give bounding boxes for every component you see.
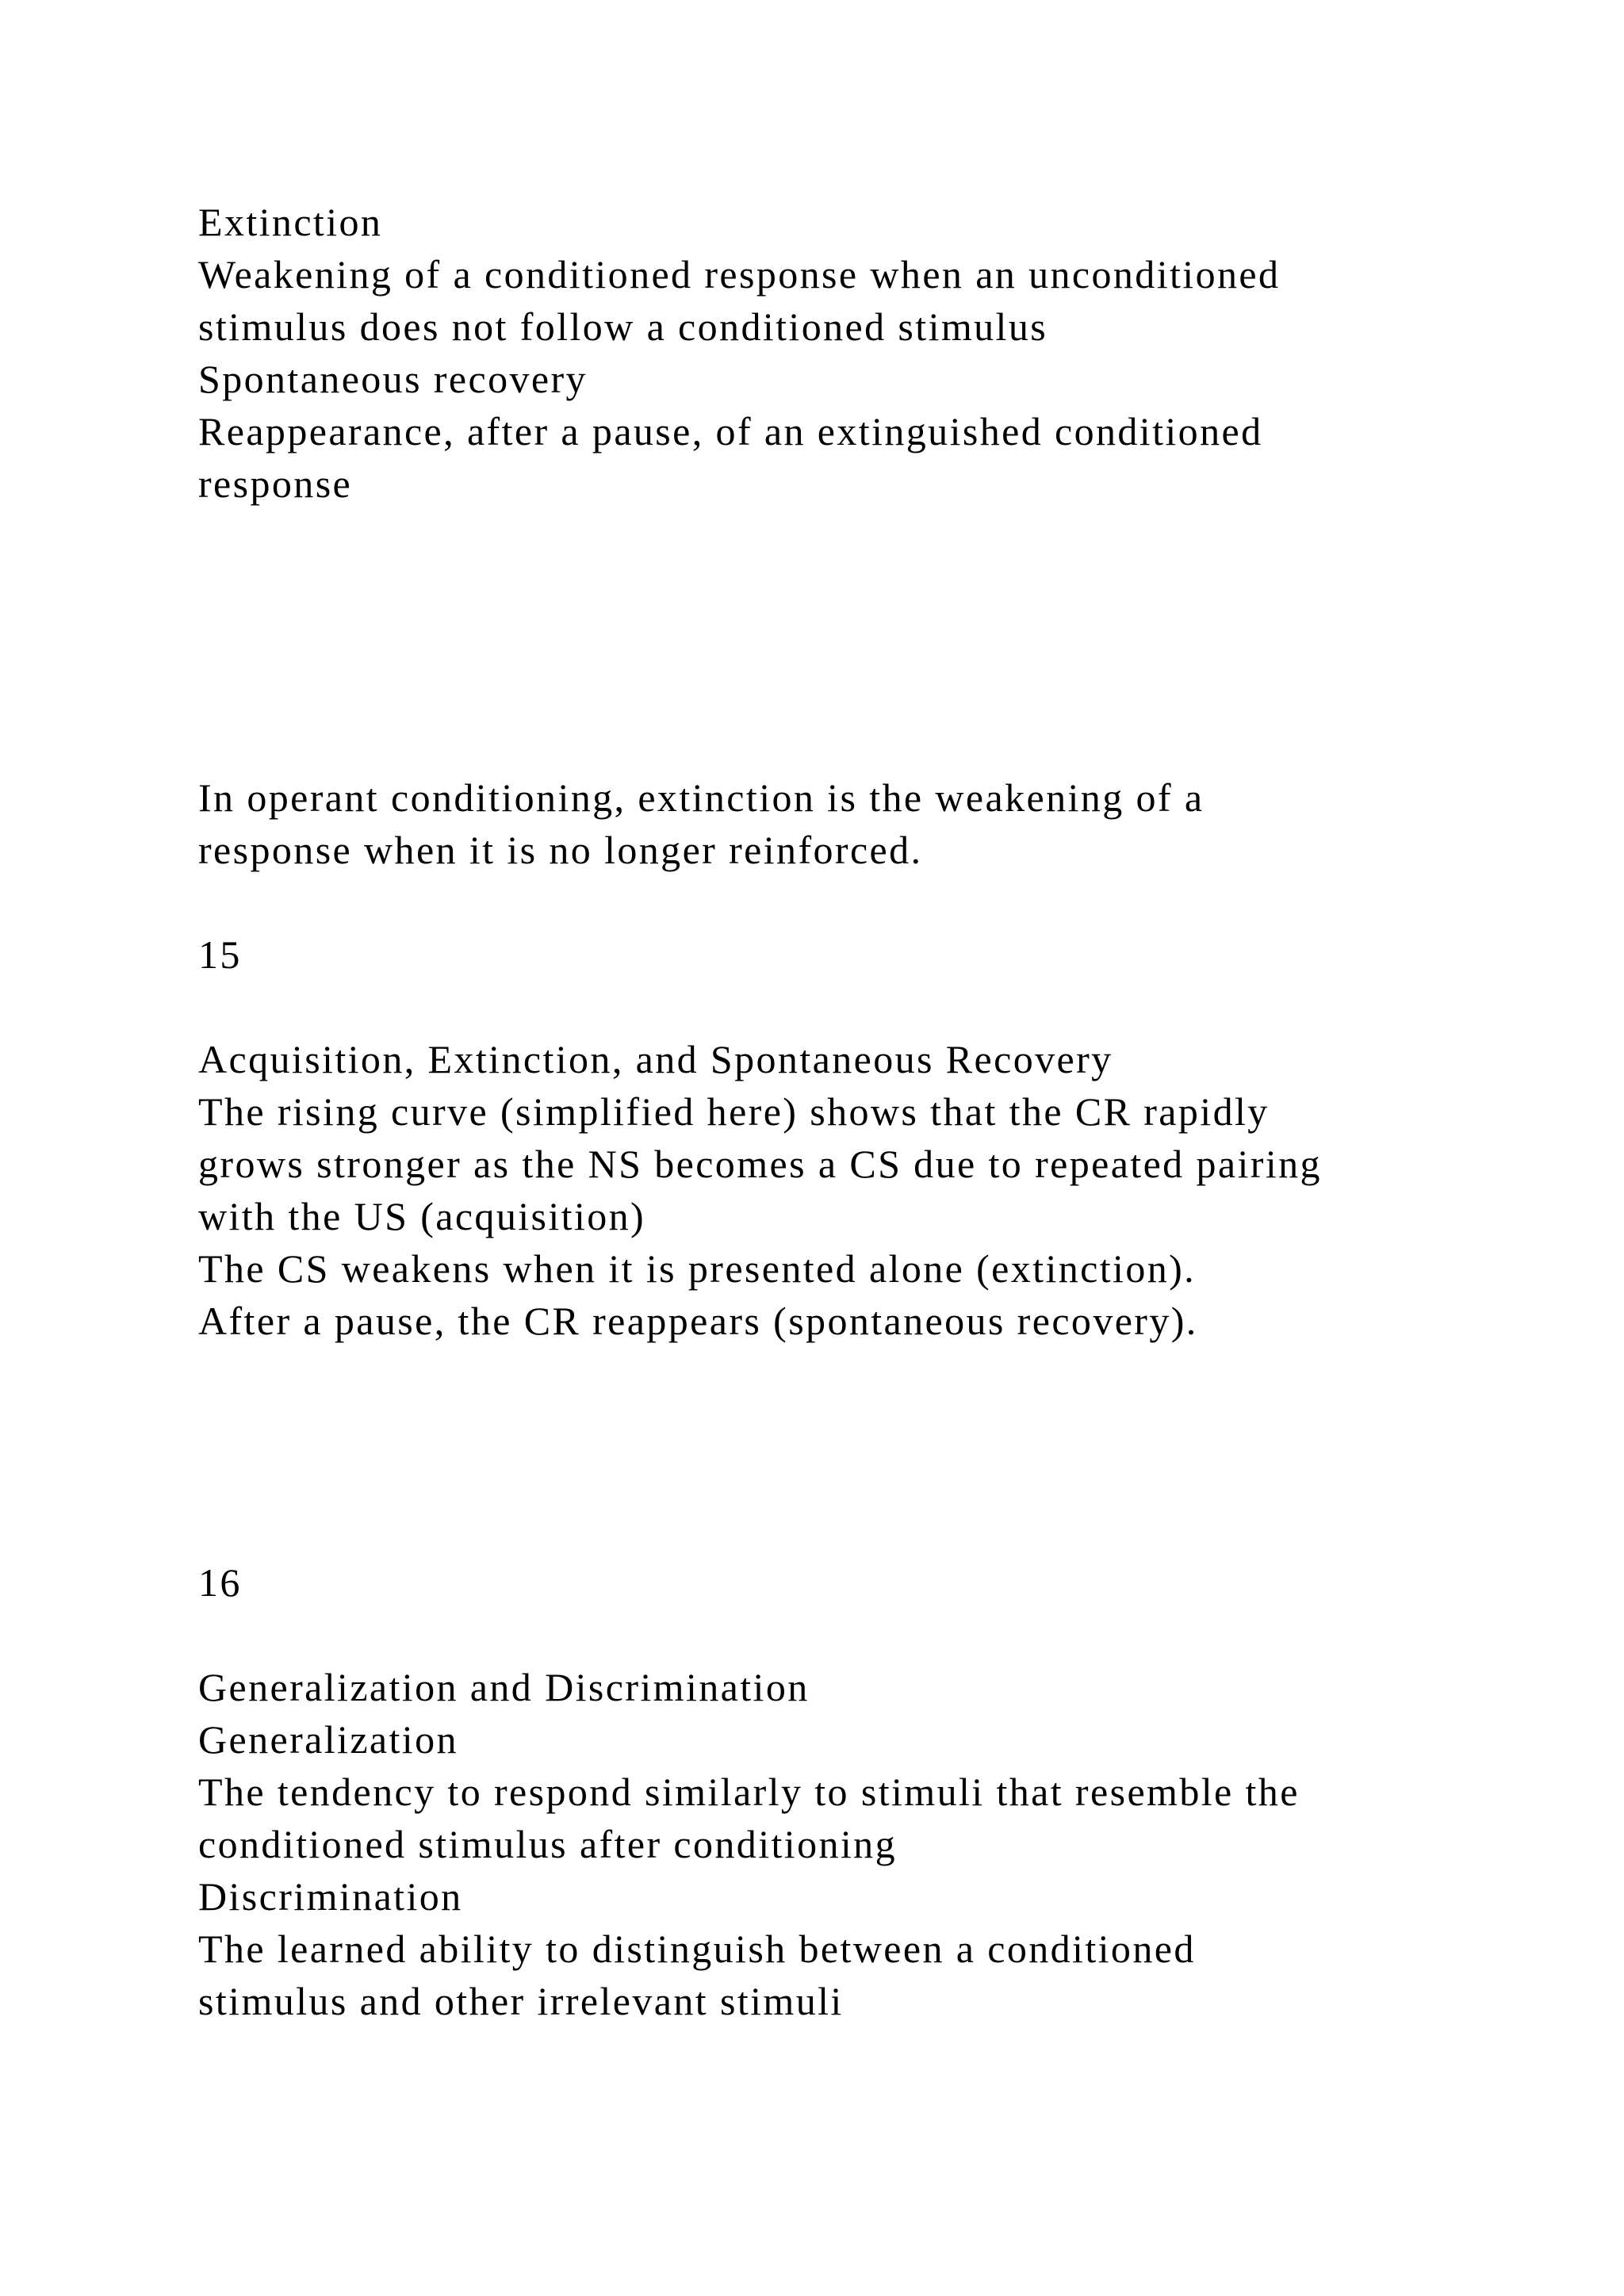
extinction-term: Extinction bbox=[198, 200, 383, 244]
spontaneous-recovery-definition-line-1: Reappearance, after a pause, of an extinguished conditioned bbox=[198, 409, 1263, 453]
generalization-definition-line-1: The tendency to respond similarly to stimuli that resemble the bbox=[198, 1770, 1300, 1814]
generalization-term: Generalization bbox=[198, 1717, 458, 1762]
slide-15-line-3: with the US (acquisition) bbox=[198, 1194, 646, 1238]
slide-15-line-1: The rising curve (simplified here) shows that the CR rapidly bbox=[198, 1089, 1270, 1134]
generalization-definition-line-2: conditioned stimulus after conditioning bbox=[198, 1822, 897, 1866]
discrimination-term: Discrimination bbox=[198, 1874, 463, 1919]
operant-note-line-1: In operant conditioning, extinction is the weakening of a bbox=[198, 775, 1205, 820]
slide-number-16: 16 bbox=[198, 1560, 242, 1605]
slide-16-title: Generalization and Discrimination bbox=[198, 1665, 810, 1709]
operant-note-line-2: response when it is no longer reinforced. bbox=[198, 828, 923, 872]
extinction-definition-line-2: stimulus does not follow a conditioned stimulus bbox=[198, 304, 1048, 349]
slide-15-line-4: The CS weakens when it is presented alone (extinction). bbox=[198, 1246, 1197, 1291]
discrimination-definition-line-1: The learned ability to distinguish between a conditioned bbox=[198, 1927, 1196, 1971]
spontaneous-recovery-definition-line-2: response bbox=[198, 461, 353, 506]
discrimination-definition-line-2: stimulus and other irrelevant stimuli bbox=[198, 1979, 844, 2023]
slide-number-15: 15 bbox=[198, 932, 242, 977]
extinction-definition-line-1: Weakening of a conditioned response when an unconditioned bbox=[198, 252, 1281, 297]
slide-15-line-5: After a pause, the CR reappears (spontaneous recovery). bbox=[198, 1299, 1198, 1343]
slide-15-line-2: grows stronger as the NS becomes a CS due to repeated pairing bbox=[198, 1142, 1322, 1186]
slide-15-title: Acquisition, Extinction, and Spontaneous Recovery bbox=[198, 1037, 1113, 1081]
spontaneous-recovery-term: Spontaneous recovery bbox=[198, 357, 588, 401]
